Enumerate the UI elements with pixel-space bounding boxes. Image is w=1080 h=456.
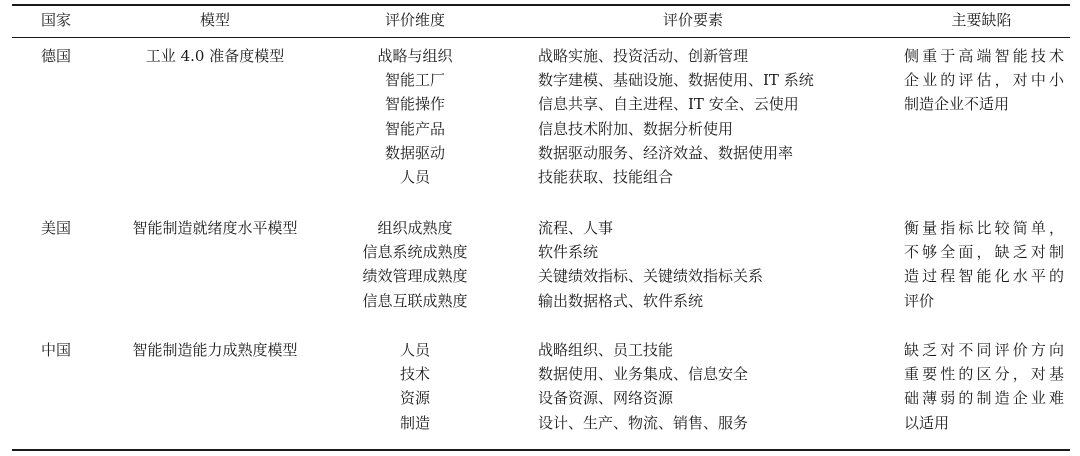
dimension-item: 资源 — [399, 389, 430, 408]
table-bottom-rule — [12, 449, 1070, 451]
country-cell: 德国 — [40, 47, 71, 65]
defect-line: 缺乏对不同评价方向 — [904, 341, 1064, 359]
element-item: 设计、生产、物流、销售、服务 — [538, 413, 749, 432]
table-header-rule — [12, 37, 1070, 38]
element-item: 软件系统 — [538, 243, 599, 262]
model-cell: 工业 4.0 准备度模型 — [145, 47, 285, 65]
element-item: 战略组织、员工技能 — [538, 341, 674, 359]
element-list — [538, 216, 868, 313]
dimension-item: 绩效管理成熟度 — [362, 267, 468, 286]
dimension-list — [340, 338, 490, 435]
element-item: 输出数据格式、软件系统 — [538, 291, 704, 310]
table-top-rule — [12, 4, 1070, 6]
element-item: 技能获取、技能组合 — [538, 167, 674, 186]
country-cell: 中国 — [40, 341, 71, 359]
dimension-item: 战略与组织 — [377, 47, 453, 65]
element-list — [538, 338, 868, 435]
defect-cell — [904, 338, 1064, 435]
element-list — [538, 44, 868, 189]
dimension-item: 信息系统成熟度 — [362, 243, 468, 262]
element-item: 关键绩效指标、关键绩效指标关系 — [538, 267, 764, 286]
dimension-item: 技术 — [399, 365, 430, 384]
defect-line: 企业的评估，对中小 — [904, 71, 1064, 90]
element-item: 流程、人事 — [538, 219, 614, 237]
header-model: 模型 — [199, 11, 230, 29]
defect-line: 衡量指标比较简单， — [904, 219, 1064, 237]
model-cell: 智能制造就绪度水平模型 — [132, 219, 298, 237]
element-item: 数字建模、基础设施、数据使用、IT 系统 — [538, 71, 814, 90]
header-defects: 主要缺陷 — [951, 11, 1012, 29]
header-dimension: 评价维度 — [384, 11, 445, 29]
country-cell: 美国 — [40, 219, 71, 237]
defect-line: 重要性的区分，对基 — [904, 365, 1064, 384]
dimension-item: 数据驱动 — [384, 143, 445, 162]
dimension-list — [340, 216, 490, 313]
dimension-list — [340, 44, 490, 189]
dimension-item: 人员 — [399, 341, 430, 359]
element-item: 数据驱动服务、经济效益、数据使用率 — [538, 143, 794, 162]
defect-line: 造过程智能化水平的 — [904, 267, 1064, 286]
defect-line: 评价 — [904, 291, 935, 310]
dimension-item: 智能操作 — [384, 95, 445, 114]
model-cell: 智能制造能力成熟度模型 — [132, 341, 298, 359]
defect-line: 侧重于高端智能技术 — [904, 47, 1064, 65]
element-item: 战略实施、投资活动、创新管理 — [538, 47, 749, 65]
dimension-item: 制造 — [399, 413, 430, 432]
element-item: 信息共享、自主进程、IT 安全、云使用 — [538, 95, 799, 114]
defect-line: 制造企业不适用 — [904, 95, 1010, 114]
defect-line: 以适用 — [904, 413, 950, 432]
dimension-item: 信息互联成熟度 — [362, 291, 468, 310]
dimension-item: 智能产品 — [384, 119, 445, 138]
dimension-item: 智能工厂 — [384, 71, 445, 90]
header-country: 国家 — [40, 11, 71, 29]
element-item: 设备资源、网络资源 — [538, 389, 674, 408]
defect-line: 不够全面，缺乏对制 — [904, 243, 1064, 262]
element-item: 数据使用、业务集成、信息安全 — [538, 365, 749, 384]
dimension-item: 组织成熟度 — [377, 219, 453, 237]
defect-cell — [904, 216, 1064, 313]
element-item: 信息技术附加、数据分析使用 — [538, 119, 734, 138]
dimension-item: 人员 — [399, 167, 430, 186]
header-elements: 评价要素 — [662, 11, 723, 29]
defect-line: 础薄弱的制造企业难 — [904, 389, 1064, 408]
defect-cell — [904, 44, 1064, 117]
